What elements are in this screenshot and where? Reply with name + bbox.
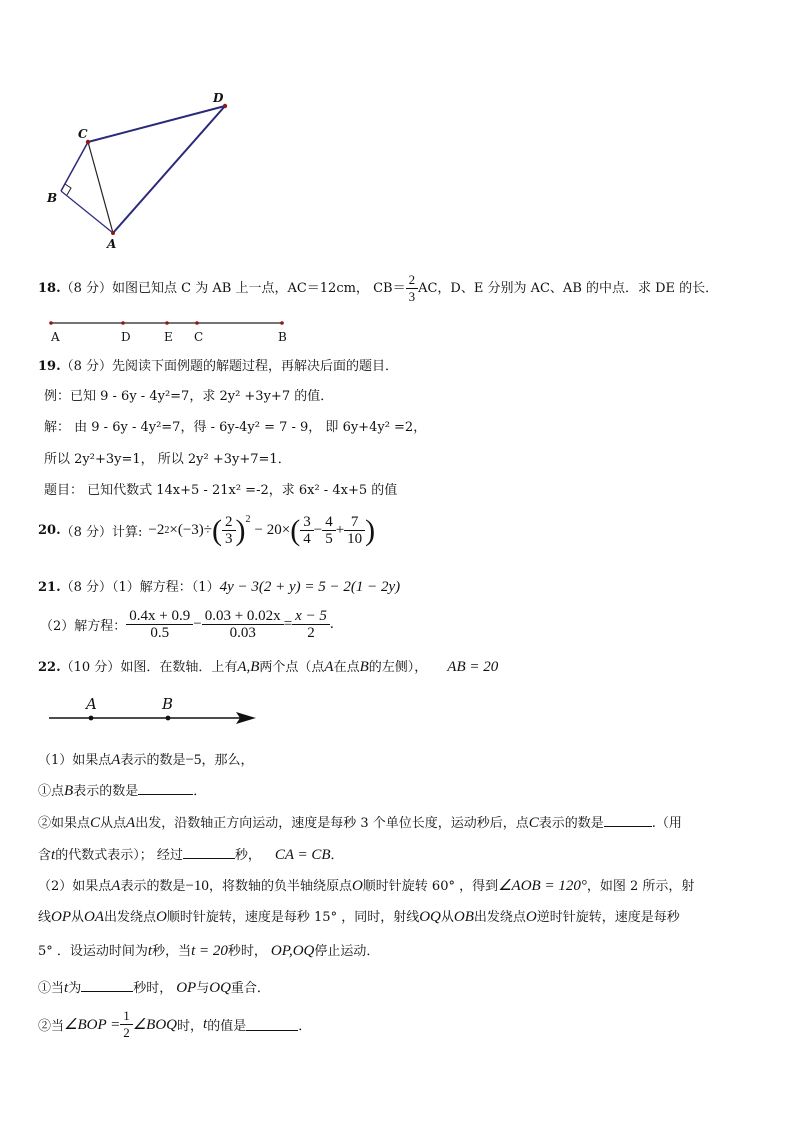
- label-C: C: [78, 127, 88, 141]
- q18-fraction: $\frac{2}{3}$: [406, 272, 419, 305]
- q19-so: 所以 2y²+3y=1， 所以 2y² +3y+7=1．: [44, 452, 291, 467]
- answer-blank[interactable]: [604, 814, 652, 827]
- q22-sub2: ②如果点C从点A出发，沿数轴正方向运动，速度是每秒 3 个单位长度，运动秒后，点C表示的数是 .（用: [38, 815, 682, 831]
- axis-label-A: A: [86, 695, 97, 713]
- q19-problem: 题目： 已知代数式 14x+5 - 21x² =-2，求 6x² - 4x+5 的值: [44, 483, 398, 498]
- q18-line: [38, 272, 718, 305]
- answer-blank[interactable]: [183, 846, 235, 859]
- q22-sub1: ①点B表示的数是 ．: [38, 783, 207, 799]
- label-B: B: [47, 191, 58, 205]
- seg-label-C: C: [194, 330, 204, 344]
- number-line: [44, 694, 264, 730]
- q18-points: （8 分）: [60, 281, 113, 296]
- q21-line2: （2）解方程： $\frac{0.4x + 0.9}{0.5}$ − $\frac{0.03 + 0.02x}{0.03}$ = $\frac{x - 5}{2}$ .: [40, 608, 334, 641]
- q19-solution: 解： 由 9 - 6y - 4y²=7，得 - 6y-4y² = 7 - 9， 即 6y+4y² =2，: [44, 420, 427, 435]
- q22-sub3: ①当t为 秒时， OP与OQ重合．: [38, 980, 270, 996]
- q18-number: 18.: [38, 281, 61, 296]
- q19-intro: 19.（8 分）先阅读下面例题的解题过程，再解决后面的题目．: [38, 359, 399, 374]
- q22-part1: （1）如果点A表示的数是−5，那么，: [38, 752, 254, 768]
- q20-line: 20. （8 分） 计算: −2 2 ×(−3)÷ ( $\frac{2}{3}$ ) $^2$ − 20× ( $\frac{3}{4}$ − $\frac{4}{5}$ + $\frac{7}{10}$ ): [38, 513, 376, 547]
- seg-label-A: A: [51, 330, 60, 344]
- q22-sub2-cont: 含t的代数式表示）； 经过 秒， CA = CB．: [38, 847, 344, 863]
- q22-sub4: ②当 ∠BOP = $\frac{1}{2}$ ∠BOQ 时， t 的值是 ．: [38, 1008, 312, 1040]
- answer-blank[interactable]: [246, 1018, 298, 1031]
- segment-figure: [45, 316, 305, 346]
- q18-text-b: AC，D、E 分别为 AC、AB 的中点．求 DE 的长．: [418, 281, 719, 296]
- answer-blank[interactable]: [138, 782, 193, 795]
- q22-part2-l3: 5° ．设运动时间为t秒，当t = 20秒时， OP,OQ停止运动．: [38, 943, 380, 959]
- q22-part2-l2: 线OP从OA出发绕点O顺时针旋转，速度是每秒 15° ，同时，射线OQ从OB出发绕点O逆时针旋转，速度是每秒: [38, 909, 680, 925]
- q21-line1: 21.（8 分）（1）解方程：（1）4y − 3(2 + y) = 5 − 2(1 − 2y): [38, 579, 401, 595]
- answer-blank[interactable]: [81, 979, 133, 992]
- q19-example: 例：已知 9 - 6y - 4y²=7，求 2y² +3y+7 的值．: [44, 389, 334, 404]
- seg-label-E: E: [164, 330, 173, 344]
- label-D: D: [213, 91, 224, 105]
- quadrilateral-figure: [40, 85, 250, 255]
- q18-text-a: 如图已知点 C 为 AB 上一点，AC＝12cm， CB＝: [112, 281, 406, 296]
- axis-label-B: B: [162, 695, 174, 713]
- seg-label-D: D: [121, 330, 131, 344]
- q22-intro: 22.（10 分）如图．在数轴．上有A,B两个点（点A在点B的左侧）， AB = 20: [38, 659, 499, 675]
- seg-label-B: B: [278, 330, 287, 344]
- label-A: A: [107, 237, 117, 251]
- q22-part2-l1: （2）如果点A表示的数是−10，将数轴的负半轴绕原点O顺时针旋转 60° ，得到∠AOB = 120°，如图 2 所示，射: [38, 878, 695, 894]
